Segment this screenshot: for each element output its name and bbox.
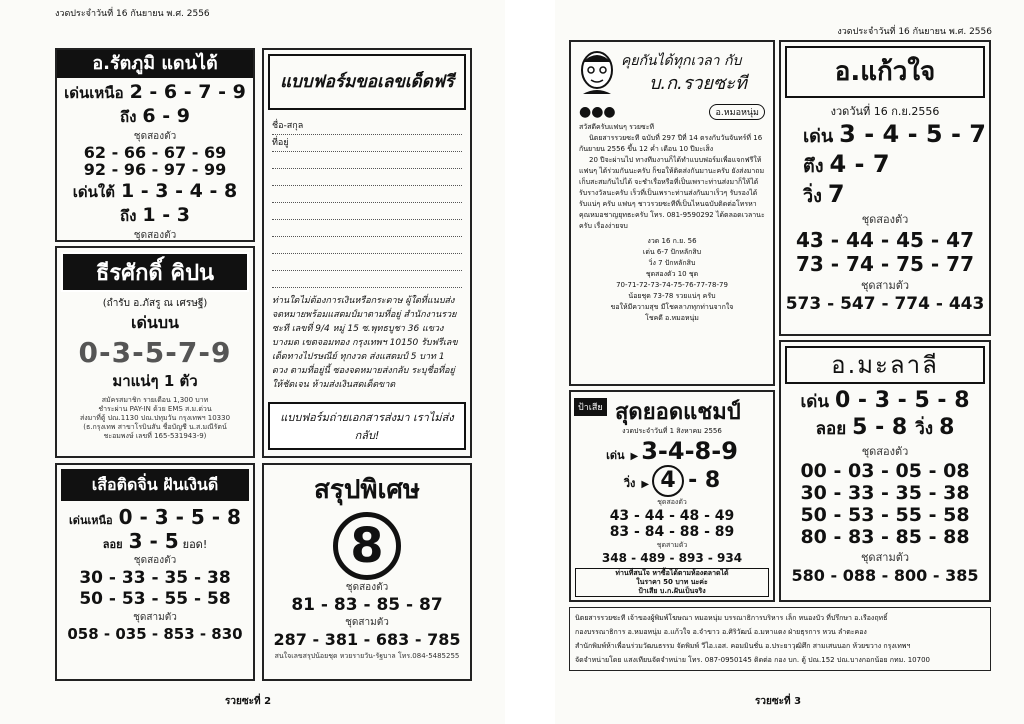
form-blank-line[interactable] [272,152,462,169]
champ-title: สุดยอดแชมป์ [615,400,741,425]
editor-para1: นิตยสารรวยซะที ฉบับที่ 297 ปีที่ 14 ตรงกับวันจันทร์ที่ 16 กันยายน 2556 ขึ้น 12 ค่ำ เดือน 10 ปีมะเส็ง [579,134,763,153]
editor-face-icon [577,48,617,98]
form-footer: แบบฟอร์มถ่ายเอกสารส่งมา เราไม่ส่งกลับ! [268,402,466,450]
champ-footer-line: ในราคา 50 บาท นะค่ะ [636,578,708,586]
editor-heading1: คุยกันได้ทุกเวลา กับ [621,53,742,69]
champ-wing-circle: 4 [652,465,684,497]
three-set-label: ชุดสามตัว [345,617,389,628]
editor-draw-line: งวด 16 ก.ย. 56 [647,237,697,245]
champ-pair-row: 43 - 44 - 48 - 49 [609,508,735,524]
suea-pair-row: 30 - 33 - 35 - 38 [79,568,231,588]
right-page [555,0,1024,724]
member-line: ชำระผ่าน PAY-IN ด้วย EMS ส.ม.ด่วน [98,405,212,413]
two-set-label: ชุดสองตัว [133,131,177,142]
champ-den-label: เด่น [606,449,625,462]
member-line: (ธ.กรุงเทพ สาขาโรบินสัน ชื่อบัญชี น.ส.มณีรัตน์ [83,423,227,431]
north-ting: 6 - 9 [142,105,190,127]
summary-triples: 287 - 381 - 683 - 785 [273,630,461,649]
editor-dots: ●●● [579,104,616,120]
malai-pair-row: 80 - 83 - 85 - 88 [800,526,970,548]
credit-line: สำนักพิมพ์ห้าเพื่อนร่วมวัฒนธรรม จัดพิมพ์ วีไอ.เอส. คอมมินชั่น อ.ประยาวุฒิศึก สามเสนนอก ห้วยขวาง กรุงเทพฯ [575,642,911,650]
suea-title: เสือติดจิ่น ฝันเงินดี [61,469,249,501]
suea-loy-label: ลอย [102,538,123,551]
kaewjai-ting-label: ตึง [803,156,824,177]
form-body-text: ท่านใดไม่ต้องการเงินหรือกระดาษ ผู้ใดที่แนบส่งจดหมายพร้อมแสตมป์มาตามที่อยู่ สำนักงานรวยซะที เลขที่ 9/4 หมู่ 15 ซ.พุทธบูชา 36 แขวงบางมด เขตจอมทอง กรุงเทพฯ 10150 รับฟรีเลขเด็ดทางไปรษณีย์ ทุกงวด ส่งแสตมป์ 5 บาท 1 ดวง ตามที่อยู่นี้ ซองจดหมายส่งกลับ ระบุชื่อที่อยู่ให้ชัดเจน ห้ามส่งเงินสดเด็ดขาด [272,296,458,390]
rattaphum-title: อ.รัตภูมิ แดนไต้ [57,50,253,78]
form-blank-line[interactable] [272,169,462,186]
kaewjai-ting-nums: 4 - 7 [829,150,890,178]
left-page [0,0,505,724]
malai-pair-row: 00 - 03 - 05 - 08 [800,460,970,482]
arrow-right-icon: ▶ [641,479,650,490]
two-set-label: ชุดสองตัว [657,498,687,506]
champ-wing-label: วิ่ง [623,477,636,490]
page-spine [505,0,555,724]
form-name-label: ชื่อ-สกุล [272,121,304,131]
summary-title: สรุปพิเศษ [313,475,420,505]
editor-line: 70-71-72-73-74-75-76-77-78-79 [616,281,728,289]
form-blank-line[interactable] [272,237,462,254]
three-set-label: ชุดสามตัว [656,541,688,549]
free-number-form [262,48,472,458]
north-pair-row: 62 - 66 - 67 - 69 [83,143,227,162]
champ-tag: ป้าเสีย [574,398,607,416]
right-page-number: รวยซะที่ 3 [755,696,802,707]
editor-para2: 20 ปีจะผ่านไป ทางทีมงานก็ได้ทำแบบฟอร์มเพื่อแจกฟรีให้แฟนๆ ได้ร่วมกันนะครับ ก็ขอให้ติดส่งกันมานะครับ ยังส่งมาถมเก็บสะสมกันไปได้ จะชำเรื่อหรือที่เป็นเพราะท่านส่งมาก็ให้ได้รับรางวัลนะครับ เร็วที่เป็นเพราะท่านส่งกันมาเร็วๆ รับรองได้รับแน่ๆ ครับ แฟนๆ ชาวรวยซะทีที่เป็นไหนฉบับติดต่อโทรหาคุณหมอชาญยุทธะครับ โทร. 081-9590292 ได้ตลอดเวลานะครับ เรื่องง่ายจบ [579,156,765,230]
champ-pair-row: 83 - 84 - 88 - 89 [609,524,735,540]
credit-line: กองบรรณาธิการ อ.หมอหนุ่ม อ.แก้วใจ อ.จำขาว อ.ศิริวัฒน์ อ.มหาแดง ฝ่ายธุรการ หวน ลำตะคอง [575,628,867,636]
form-name-field[interactable] [272,118,462,135]
member-line: สมัครสมาชิก รายเดือน 1,300 บาท [101,396,209,404]
editor-line: ขอให้มีความสุข มีโชคลาภทุกท่านจากใจ [610,303,734,311]
member-line: ส่งมาที่ตู้ ปณ.1130 ปณ.ปทุมวัน กรุงเทพฯ 10330 [79,414,231,422]
suea-triples: 058 - 035 - 853 - 830 [67,625,243,643]
three-set-label: ชุดสามตัว [860,279,910,292]
malai-wing-label: วิ่ง [915,419,934,439]
credit-line: นิตยสารรวยซะที เจ้าของผู้พิมพ์โฆษณา หมอหนุ่ม บรรณาธิการบริหาร เล็ก หนองบัว ที่ปรึกษา อ.เรืองฤทธิ์ [575,614,888,622]
member-line: ชะอมพงษ์ เลขที่ 165-531943-9) [103,432,207,440]
malai-title: อ.มะลาลี [785,346,985,384]
south-nums: 1 - 3 - 4 - 8 [120,180,238,202]
form-title: แบบฟอร์มขอเลขเด็ดฟรี [268,54,466,110]
summary-box [262,463,472,681]
three-set-label: ชุดสามตัว [133,612,177,623]
north-ting-label: ถึง [120,108,137,126]
champ-footer-line: ท่านที่สนใจ หาซื้อได้ตามห้องตลาดได้ [615,569,729,577]
north-label: เด่นเหนือ [64,84,124,102]
thirasak-box [55,246,255,458]
form-blank-line[interactable] [272,220,462,237]
thirasak-title: ธีรศักดิ์ คิปน [61,252,249,292]
kaewjai-den-nums: 3 - 4 - 5 - 7 [839,120,986,148]
south-label: เด่นใต้ [72,183,115,201]
malai-den-nums: 0 - 3 - 5 - 8 [834,388,970,413]
left-page-number: รวยซะที่ 2 [225,696,272,707]
editor-portrait [577,48,617,98]
champ-date: งวดประจำวันที่ 1 สิงหาคม 2556 [622,427,722,435]
arrow-right-icon: ▶ [630,451,639,462]
suea-loy-tag: ยอด! [182,538,208,551]
malai-pair-row: 30 - 33 - 35 - 38 [800,482,970,504]
malai-loy-label: ลอย [815,419,847,439]
kaewjai-box [779,40,991,336]
kaewjai-triples: 573 - 547 - 774 - 443 [785,294,985,314]
editor-line: โชคดี อ.หมอหนุ่ม [645,314,699,322]
south-ting: 1 - 3 [142,204,190,226]
credit-line: จัดจำหน่ายโดย แสงเทียนจัดจำหน่าย โทร. 087-0950145 ติดต่อ กอง บก. ตู้ ปณ.152 ปณ.บางกอกน้อย กทม. 10700 [575,656,930,664]
editor-greeting: สวัสดีครับแฟนๆ รวยซะที [579,123,655,131]
kaewjai-pair-row: 43 - 44 - 45 - 47 [795,228,974,252]
right-header-date: งวดประจำวันที่ 16 กันยายน พ.ศ. 2556 [837,27,992,37]
malai-box [779,340,991,602]
north-nums: 2 - 6 - 7 - 9 [129,81,246,103]
kaewjai-wing-nums: 7 [827,180,845,208]
form-blank-line[interactable] [272,186,462,203]
summary-footer: สนใจเลขสรุปน้อยชุด หวยรายวัน-รัฐบาล โทร.084-5485255 [274,652,460,660]
suea-box [55,463,255,681]
editor-line: เด่น 6-7 ปักหลักสิบ [642,248,702,256]
champ-wing-rest: - 8 [688,468,721,493]
editor-line: วิ่ง 7 ปักหลักสิบ [648,259,696,267]
malai-pair-row: 50 - 53 - 55 - 58 [800,504,970,526]
summary-digit: 8 [333,512,401,580]
editor-heading2: บ.ก.รวยซะที [649,73,747,94]
suea-loy-nums: 3 - 5 [128,529,179,553]
left-header-date: งวดประจำวันที่ 16 กันยายน พ.ศ. 2556 [55,9,210,19]
two-set-label: ชุดสองตัว [133,555,177,566]
form-blank-line[interactable] [272,254,462,271]
form-address-label: ที่อยู่ [272,138,289,148]
editor-line: น้อยชุด 73-78 รวยแน่ๆ ครับ [628,292,716,300]
editor-line: ชุดสองตัว 10 ชุด [645,270,699,278]
malai-loy-nums: 5 - 8 [852,415,908,440]
three-set-label: ชุดสามตัว [860,551,910,564]
south-ting-label: ถึง [120,207,137,225]
summary-pairs: 81 - 83 - 85 - 87 [291,595,443,615]
form-blank-line[interactable] [272,271,462,288]
malai-triples: 580 - 088 - 800 - 385 [791,566,979,585]
suea-pair-row: 50 - 53 - 55 - 58 [79,589,231,609]
editor-tag: อ.หมอหนุ่ม [709,104,765,120]
two-set-label: ชุดสองตัว [133,230,177,241]
editor-box [569,40,775,386]
champ-den-nums: 3-4-8-9 [641,437,738,465]
two-set-label: ชุดสองตัว [345,582,389,593]
thirasak-label: เด่นบน [131,313,179,332]
credits-box [569,607,991,671]
two-set-label: ชุดสองตัว [861,445,909,458]
thirasak-by: (ถำรับ อ.ภัสรู ณ เศรษฐี) [102,298,208,309]
thirasak-sure: มาแน่ๆ 1 ตัว [112,372,198,390]
kaewjai-date: งวดวันที่ 16 ก.ย.2556 [830,105,940,118]
malai-wing-nums: 8 [939,415,955,440]
thirasak-nums: 0-3-5-7-9 [78,336,232,369]
rattaphum-box [55,48,255,242]
form-address-field[interactable] [272,135,462,152]
kaewjai-den-label: เด่น [803,126,834,147]
north-pair-row: 92 - 96 - 97 - 99 [83,160,227,179]
champ-box [569,390,775,602]
kaewjai-wing-label: วิ่ง [803,186,822,207]
kaewjai-pair-row: 73 - 74 - 75 - 77 [795,252,974,276]
kaewjai-title: อ.แก้วใจ [785,46,985,98]
two-set-label: ชุดสองตัว [861,213,909,226]
form-blank-line[interactable] [272,203,462,220]
malai-den-label: เด่น [800,392,829,412]
suea-top-nums: 0 - 3 - 5 - 8 [118,505,241,529]
champ-triples: 348 - 489 - 893 - 934 [601,551,743,565]
suea-top-label: เด่นเหนือ [69,514,113,527]
champ-footer-line: ป้าเสีย บ.ก.ฝันเป็นจริง [638,587,706,595]
